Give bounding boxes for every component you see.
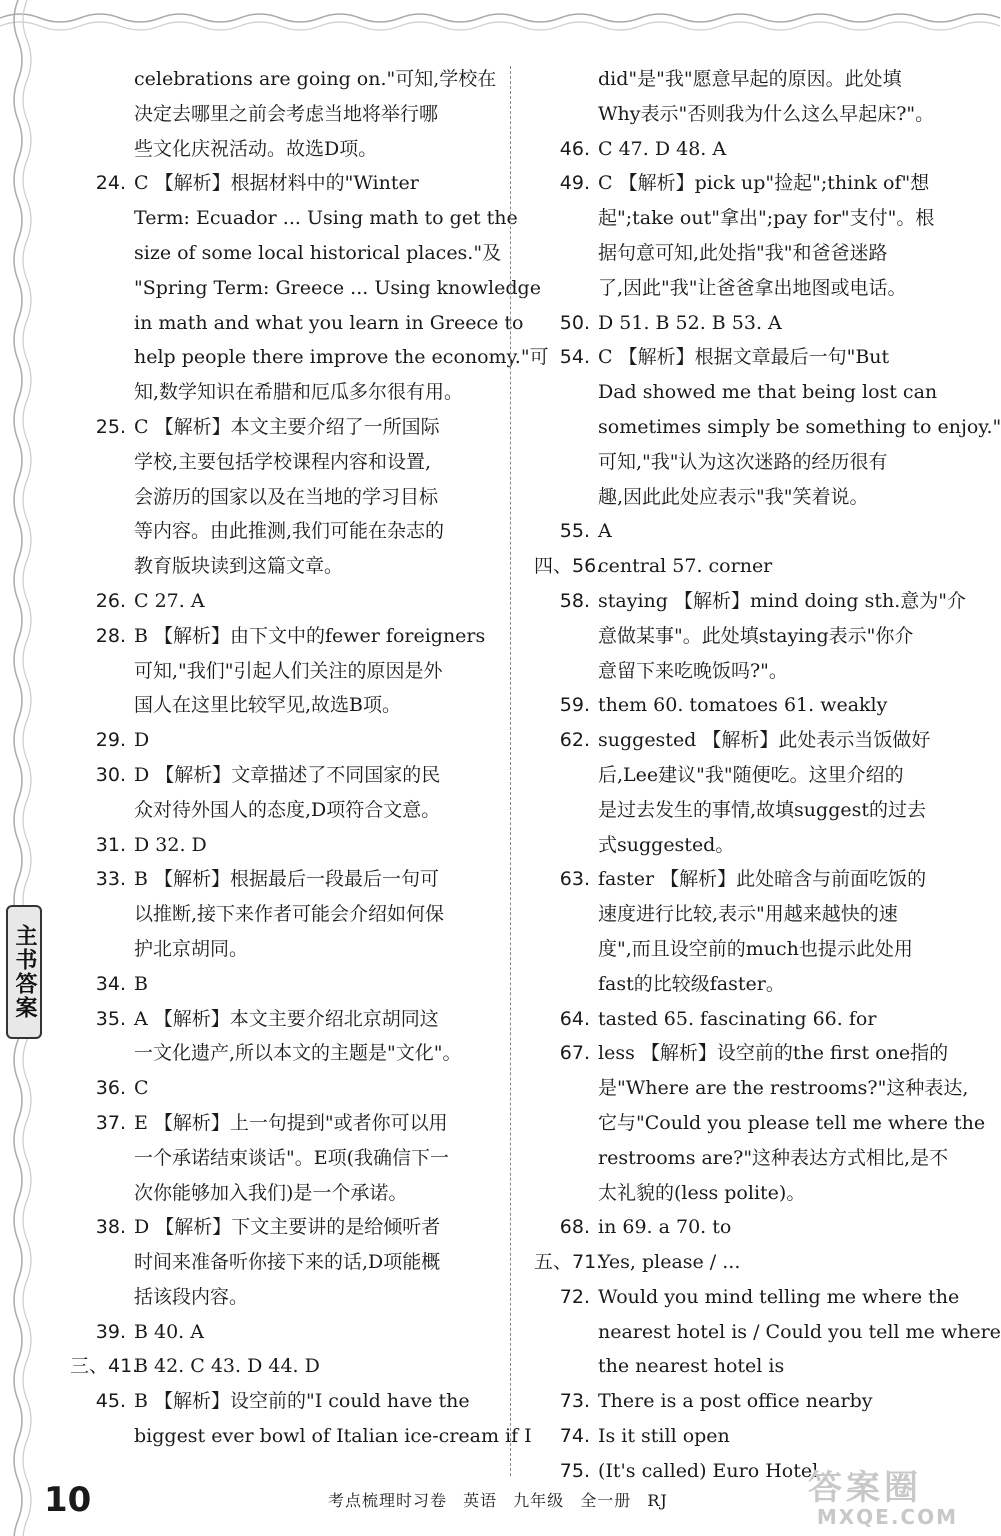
answer-line (70, 271, 541, 306)
question-number: 58. (559, 589, 590, 612)
answer-line (70, 1210, 490, 1245)
answer-text: Would you mind telling me where the (598, 1285, 960, 1308)
answer-text: size of some local historical places."及 (134, 241, 502, 264)
answer-line (534, 514, 959, 549)
question-number: 59. (559, 694, 590, 717)
answer-text: C 【解析】根据材料中的"Winter (134, 172, 419, 195)
answer-line (70, 897, 490, 932)
column-divider (510, 66, 511, 1476)
answer-text: in 69. a 70. to (598, 1216, 732, 1239)
answer-text: 它与"Could you please tell me where the (598, 1111, 986, 1134)
answer-line (534, 1071, 969, 1106)
answer-text: 速度进行比较,表示"用越来越快的速 (598, 903, 898, 926)
watermark-url: MXQE.COM (816, 1505, 958, 1529)
answer-line (534, 932, 959, 967)
answer-line (534, 828, 959, 863)
answer-text: celebrations are going on."可知,学校在 (134, 68, 497, 90)
answer-text: 后,Lee建议"我"随便吃。这里介绍的 (598, 763, 904, 786)
answer-text: 一个承诺结束谈话"。E项(我确信下一 (134, 1146, 450, 1169)
answer-text: 可知,"我"认为这次迷路的经历很有 (598, 450, 888, 473)
question-number: 39. (95, 1320, 126, 1343)
answer-text: the nearest hotel is (598, 1355, 785, 1378)
answer-text: B 42. C 43. D 44. D (134, 1355, 320, 1378)
answer-line (534, 584, 967, 619)
answer-line (534, 375, 959, 410)
answer-line (534, 236, 959, 271)
answer-line (534, 619, 959, 654)
question-number: 四、56. (534, 555, 603, 578)
answer-line (534, 723, 959, 758)
answer-line (70, 132, 490, 167)
question-number: 64. (559, 1007, 590, 1030)
answer-line (534, 306, 959, 341)
question-number: 36. (95, 1077, 126, 1100)
question-number: 三、41. (70, 1355, 139, 1378)
answer-line (534, 132, 959, 167)
answer-text: "Spring Term: Greece ... Using knowledge (134, 276, 541, 299)
answer-text: sometimes simply be something to enjoy." (598, 415, 1001, 438)
answer-text: Yes, please / ... (598, 1251, 741, 1274)
answer-line (70, 480, 490, 515)
answer-text: restrooms are?"这种表达方式相比,是不 (598, 1146, 949, 1169)
question-number: 五、71. (534, 1251, 603, 1274)
answer-line (534, 340, 959, 375)
answer-line (70, 1036, 490, 1071)
answer-text: C 47. D 48. A (598, 137, 727, 160)
answer-line (534, 1349, 959, 1384)
answer-line (70, 1071, 490, 1106)
answer-line (70, 1384, 490, 1419)
answer-line (70, 549, 490, 584)
answer-line (534, 793, 959, 828)
question-number: 75. (559, 1459, 590, 1482)
answer-line (70, 654, 490, 689)
answer-line (534, 1210, 959, 1245)
answer-text: A 【解析】本文主要介绍北京胡同这 (134, 1007, 439, 1030)
answer-text: 次你能够加入我们)是一个承诺。 (134, 1181, 408, 1204)
question-number: 25. (95, 415, 126, 438)
answer-line (70, 758, 490, 793)
answer-line (534, 758, 959, 793)
side-section-tab: 主书答案 (6, 905, 42, 1039)
question-number: 37. (95, 1111, 126, 1134)
watermark-text: 答案圈 (808, 1468, 922, 1508)
answer-line (70, 375, 490, 410)
answer-text: 是"Where are the restrooms?"这种表达, (598, 1077, 969, 1100)
answer-text: B 40. A (134, 1320, 204, 1343)
answer-text: C 【解析】pick up"捡起";think of"想 (598, 172, 930, 195)
answer-line (534, 654, 959, 689)
answer-line (70, 514, 490, 549)
answer-text: 式suggested。 (598, 833, 735, 856)
answer-line (70, 688, 490, 723)
answer-text: tasted 65. fascinating 66. for (598, 1007, 877, 1030)
answer-text: D (134, 729, 150, 752)
answer-line (534, 862, 959, 897)
answer-text: D 32. D (134, 833, 207, 856)
answer-text: 可知,"我们"引起人们关注的原因是外 (134, 659, 443, 682)
answer-text: help people there improve the economy."可 (134, 346, 549, 369)
question-number: 68. (559, 1216, 590, 1239)
question-number: 38. (95, 1216, 126, 1239)
answer-text: central 57. corner (598, 555, 773, 578)
answer-line (534, 1419, 959, 1454)
answer-line (534, 1176, 959, 1211)
answer-text: 以推断,接下来作者可能会介绍如何保 (134, 903, 445, 926)
answer-text: D 【解析】下文主要讲的是给倾听者 (134, 1216, 441, 1239)
question-number: 33. (95, 868, 126, 891)
answer-line (70, 62, 497, 97)
answer-line (70, 932, 490, 967)
answer-line (70, 1419, 532, 1454)
answer-line (534, 62, 959, 97)
answer-line (70, 584, 490, 619)
answer-text: C 【解析】根据文章最后一句"But (598, 346, 890, 369)
answer-text: B 【解析】设空前的"I could have the (134, 1390, 470, 1413)
question-number: 50. (559, 311, 590, 334)
question-number: 73. (559, 1390, 590, 1413)
answer-text: 国人在这里比较罕见,故选B项。 (134, 694, 402, 717)
answer-text: 些文化庆祝活动。故选D项。 (134, 137, 378, 160)
answer-line (70, 1349, 490, 1384)
book-title: 考点梳理时习卷 英语 九年级 全一册 RJ (328, 1491, 668, 1510)
page-number: 10 (44, 1480, 92, 1520)
answer-text: 括该段内容。 (134, 1285, 249, 1308)
answer-text: 度",而且设空前的much也提示此处用 (598, 937, 913, 960)
question-number: 24. (95, 172, 126, 195)
answer-text: 意留下来吃晚饭吗?"。 (598, 659, 788, 682)
top-wavy-border (0, 0, 996, 40)
answer-line (534, 410, 1001, 445)
answer-line (534, 897, 959, 932)
answer-line (534, 271, 959, 306)
answer-text: 众对待外国人的态度,D项符合文意。 (134, 798, 441, 821)
answer-text: suggested 【解析】此处表示当饭做好 (598, 729, 931, 752)
answer-line (70, 828, 490, 863)
answer-text: (It's called) Euro Hotel (598, 1459, 819, 1482)
question-number: 62. (559, 729, 590, 752)
answer-text: 时间来准备听你接下来的话,D项能概 (134, 1251, 441, 1274)
answer-line (70, 1106, 490, 1141)
question-number: 29. (95, 729, 126, 752)
answer-text: Dad showed me that being lost can (598, 381, 938, 404)
answer-text: Is it still open (598, 1425, 730, 1448)
answer-text: 据句意可知,此处指"我"和爸爸迷路 (598, 241, 888, 264)
answer-text: C 【解析】本文主要介绍了一所国际 (134, 415, 440, 438)
answer-text: 学校,主要包括学校课程内容和设置, (134, 450, 432, 473)
answer-line (534, 166, 959, 201)
answer-line (70, 236, 502, 271)
question-number: 30. (95, 763, 126, 786)
right-answer-column (534, 62, 1001, 1489)
answer-text: less 【解析】设空前的the first one指的 (598, 1042, 949, 1065)
answer-text: nearest hotel is / Could you tell me where (598, 1320, 1001, 1343)
answer-text: Why表示"否则我为什么这么早起床?"。 (598, 102, 935, 125)
answer-line (534, 1106, 986, 1141)
answer-text: fast的比较级faster。 (598, 972, 785, 995)
answer-text: 一文化遗产,所以本文的主题是"文化"。 (134, 1042, 462, 1065)
answer-line (534, 967, 959, 1002)
question-number: 54. (559, 346, 590, 369)
watermark-logo (808, 1470, 968, 1530)
left-answer-column (70, 62, 549, 1454)
answer-text: 等内容。由此推测,我们可能在杂志的 (134, 520, 445, 543)
answer-text: 护北京胡同。 (134, 937, 249, 960)
question-number: 45. (95, 1390, 126, 1413)
question-number: 49. (559, 172, 590, 195)
answer-line (70, 1280, 490, 1315)
question-number: 34. (95, 972, 126, 995)
answer-text: staying 【解析】mind doing sth.意为"介 (598, 589, 967, 612)
answer-text: 起";take out"拿出";pay for"支付"。根 (598, 207, 935, 230)
question-number: 72. (559, 1285, 590, 1308)
question-number: 28. (95, 624, 126, 647)
answer-text: B (134, 972, 148, 995)
answer-line (534, 97, 959, 132)
answer-line (534, 445, 959, 480)
question-number: 55. (559, 520, 590, 543)
question-number: 63. (559, 868, 590, 891)
question-number: 74. (559, 1425, 590, 1448)
answer-line (534, 1245, 959, 1280)
answer-line (534, 688, 959, 723)
answer-text: faster 【解析】此处暗含与前面吃饭的 (598, 868, 927, 891)
answer-text: 知,数学知识在希腊和厄瓜多尔很有用。 (134, 381, 464, 404)
answer-text: A (598, 520, 612, 543)
answer-line (70, 410, 490, 445)
answer-line (70, 1176, 490, 1211)
answer-text: 会游历的国家以及在当地的学习目标 (134, 485, 439, 508)
answer-line (534, 549, 959, 584)
answer-line (70, 723, 490, 758)
answer-text: B 【解析】由下文中的fewer foreigners (134, 624, 486, 647)
question-number: 46. (559, 137, 590, 160)
question-number: 31. (95, 833, 126, 856)
answer-text: Term: Ecuador ... Using math to get the (134, 207, 518, 230)
answer-text: 教育版块读到这篇文章。 (134, 555, 344, 578)
answer-text: B 【解析】根据最后一段最后一句可 (134, 868, 440, 891)
answer-line (70, 967, 490, 1002)
answer-line (70, 1002, 490, 1037)
answer-text: 太礼貌的(less polite)。 (598, 1181, 806, 1204)
answer-line (70, 619, 490, 654)
left-wavy-border (0, 0, 40, 1536)
answer-line (70, 1315, 490, 1350)
answer-text: D 51. B 52. B 53. A (598, 311, 782, 334)
answer-text: 意做某事"。此处填staying表示"你介 (598, 624, 914, 647)
answer-text: biggest ever bowl of Italian ice-cream if I (134, 1425, 532, 1448)
answer-line (70, 340, 549, 375)
question-number: 26. (95, 589, 126, 612)
answer-text: There is a post office nearby (598, 1390, 873, 1413)
answer-line (70, 862, 490, 897)
answer-text: them 60. tomatoes 61. weakly (598, 694, 888, 717)
answer-text: 了,因此"我"让爸爸拿出地图或电话。 (598, 276, 907, 299)
answer-line (534, 201, 959, 236)
answer-text: did"是"我"愿意早起的原因。此处填 (598, 68, 902, 90)
answer-text: 是过去发生的事情,故填suggest的过去 (598, 798, 926, 821)
answer-text: C 27. A (134, 589, 205, 612)
answer-line (70, 1245, 490, 1280)
answer-line (70, 793, 490, 828)
answer-line (534, 480, 959, 515)
question-number: 35. (95, 1007, 126, 1030)
answer-text: E 【解析】上一句提到"或者你可以用 (134, 1111, 448, 1134)
answer-line (70, 445, 490, 480)
answer-text: 趣,因此此处应表示"我"笑着说。 (598, 485, 869, 508)
answer-line (534, 1002, 959, 1037)
answer-line (70, 201, 518, 236)
answer-line (70, 306, 524, 341)
answer-line (534, 1315, 1001, 1350)
answer-line (534, 1141, 959, 1176)
answer-line (70, 166, 490, 201)
answer-line (534, 1384, 959, 1419)
answer-line (70, 1141, 490, 1176)
answer-text: D 【解析】文章描述了不同国家的民 (134, 763, 441, 786)
answer-line (70, 97, 490, 132)
answer-text: 决定去哪里之前会考虑当地将举行哪 (134, 102, 439, 125)
question-number: 67. (559, 1042, 590, 1065)
answer-line (534, 1280, 959, 1315)
answer-text: in math and what you learn in Greece to (134, 311, 524, 334)
answer-text: C (134, 1077, 149, 1100)
answer-line (534, 1036, 959, 1071)
